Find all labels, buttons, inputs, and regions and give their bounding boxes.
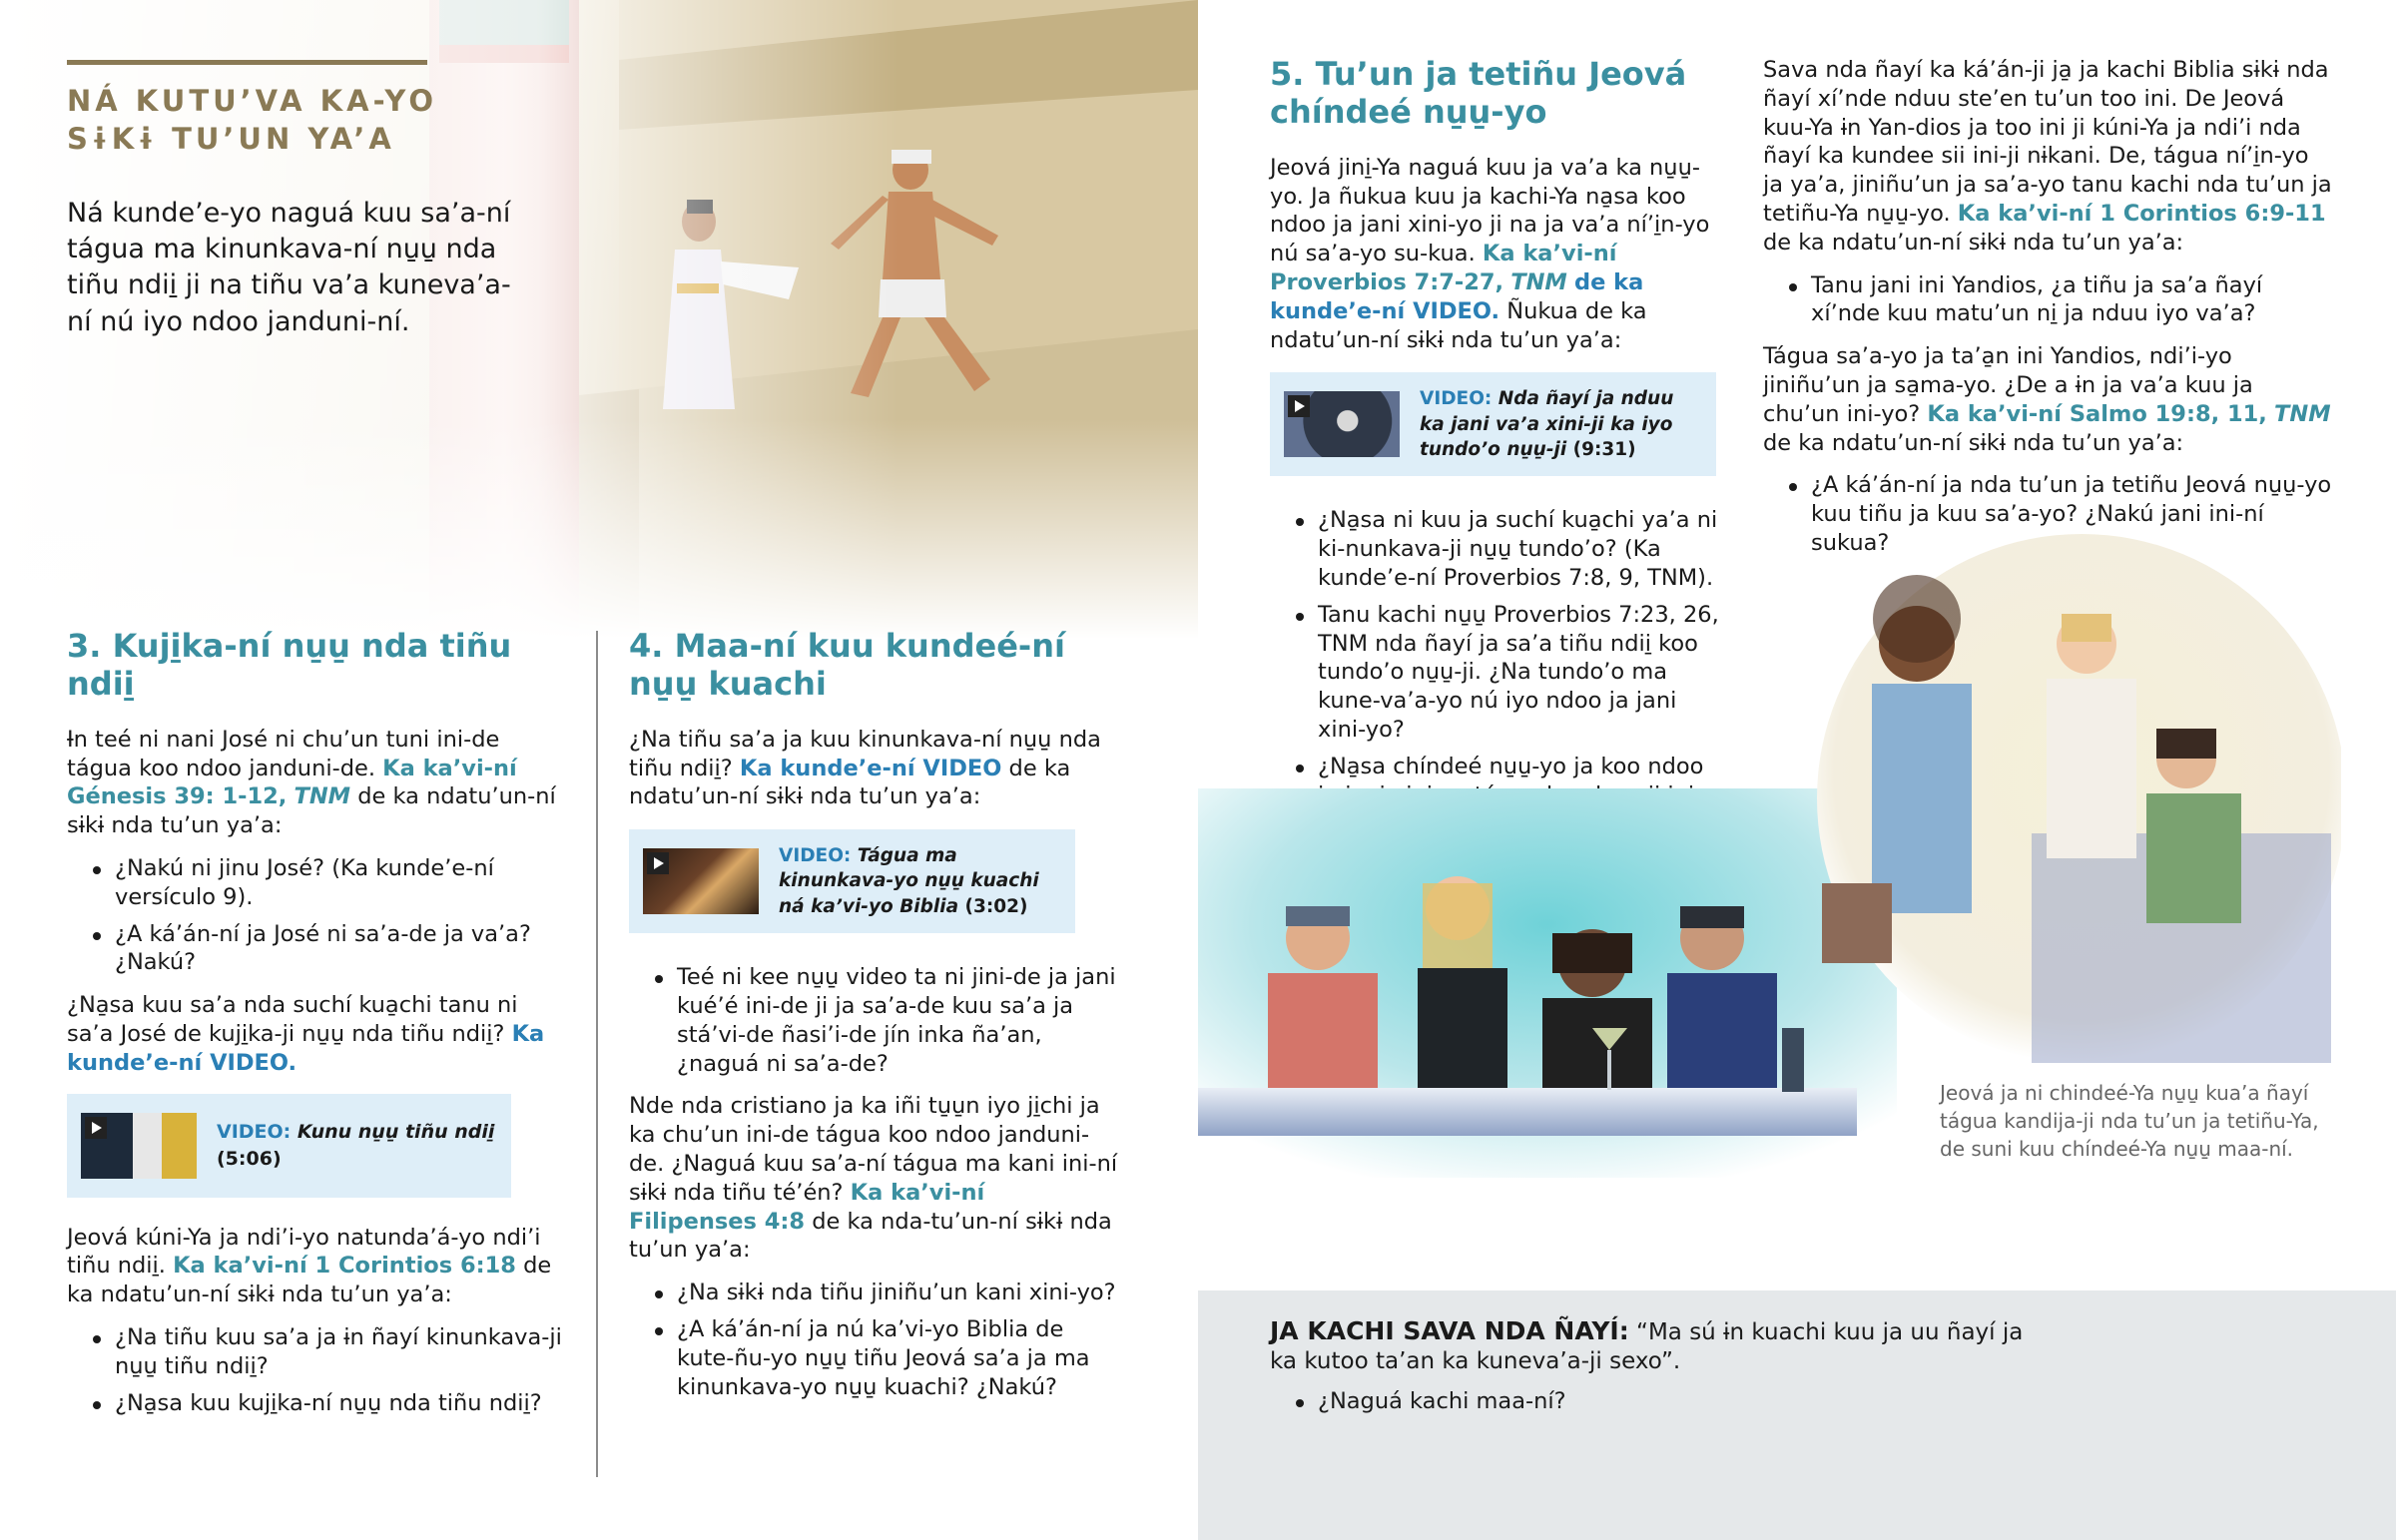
bullet-icon (655, 975, 663, 983)
question-item: ¿Nakú ni jinu José? (Ka kunde’e-ní versículo 9). (67, 854, 566, 912)
video-thumbnail[interactable] (1284, 391, 1400, 457)
section-4-heading: 4. Maa-ní kuu kundeé-ní nu̱u̱ kuachi (629, 627, 1065, 704)
video-link[interactable]: de ka kunde’e-ní VIDEO. (1270, 268, 1644, 324)
image-caption: Jeová ja ni chindeé-Ya nu̱u̱ kua’a ñayí tágua kandija-ji nda tu’un ja tetiñu-Ya, de suni kuu chíndeé-Ya nu̱u̱ maa-ní. (1940, 1081, 2319, 1161)
bullet-icon (1296, 765, 1304, 772)
play-icon[interactable] (1288, 395, 1310, 417)
question-item: ¿Na̱sa kuu kuji̱ka-ní nu̱u̱ nda tiñu ndii̱? (67, 1389, 566, 1418)
section-3-questions-2 (67, 1323, 566, 1417)
scripture-link-proverbs[interactable]: Ka ka’vi-ní Proverbios 7:7-27, (1270, 241, 1617, 295)
question-item: ¿A ká’án-ní ja nú ka’vi-yo Biblia de kute-ñu-yo nu̱u̱ tiñu Jeová sa’a ja ma kinunkava-yo nu̱u̱ kuachi? ¿Nakú? (629, 1315, 1118, 1401)
section-4-para-2: Nde nda cristiano ja ka iñi tu̱u̱n iyo ji̱chi ja ka chu’un ini-de tágua koo ndoo janduni-de. ¿Naguá kuu sa’a-ní tágua ma kani ini-ní sɨkɨ nda tiñu té’én? Ka ka’vi-ní Filipenses 4:8 de ka nda-tu’un-ní sɨkɨ nda tu’un ya’a: (629, 1093, 1118, 1264)
section-3-para-3: Jeová kúni-Ya ja ndi’i-yo natunda’á-yo ndi’i tiñu ndii̱. Ka ka’vi-ní 1 Corintios 6:18 de ka ndatu’un-ní sɨkɨ nda tu’un ya’a: (67, 1224, 552, 1308)
section-3-para-2: ¿Na̱sa kuu sa’a nda suchí kua̱chi tanu ni sa’a José de kuji̱ka-ji nu̱u̱ nda tiñu ndii̱? Ka kunde’e-ní VIDEO. (67, 992, 545, 1076)
tnm-label: TNM (2274, 400, 2331, 427)
intro-text: Ná kunde’e-yo naguá kuu sa’a-ní tágua ma kinunkava-ní nu̱u̱ nda tiñu ndii̱ ji na tiñu va’a kuneva’a-ní nú iyo ndoo janduni-ní. (67, 198, 511, 337)
right-para-2: Tágua sa’a-yo ja ta’a̱n ini Yandios, ndi’i-yo jiniñu’un ja sa̱ma-yo. ¿De a ɨn ja va’a kuu ja chu’un ini-yo? Ka ka’vi-ní Salmo 19:8, 11, TNM de ka ndatu’un-ní sɨkɨ nda tu’un ya’a: (1763, 343, 2331, 456)
footer-label: JA KACHI SAVA NDA ÑAYÍ: (1270, 1316, 1629, 1345)
video-title: Tágua ma kinunkava-yo nu̱u̱ kuachi ná ka’vi-yo Biblia (779, 844, 1039, 917)
question-item: ¿Na̱sa chíndeé nu̱u̱-yo ja koo ndoo (1270, 753, 1729, 838)
play-icon[interactable] (647, 852, 669, 874)
video-title: Nda ñayí ja nduu ka jani va’a xini-ji ka iyo tundo’o nu̱u̱-ji (1420, 388, 1674, 461)
header-rule (67, 60, 427, 65)
question-item: Teé ni kee nu̱u̱ video ta ni jini-de ja jani kué’é ini-de ji ja sa’a-de kuu sa’a ja stá’vi-de ñasi’i-de jín inka ña’an, ¿naguá ni sa’a-de? (629, 963, 1118, 1078)
video-thumbnail[interactable] (643, 848, 759, 914)
page-title-line1: NÁ KUTU’VA KA-YO (67, 84, 437, 118)
page-title (67, 82, 466, 159)
scripture-link-corinthians-6-9[interactable]: Ka ka’vi-ní 1 Corintios 6:9-11 (1957, 200, 2326, 227)
section-3-para-1: Ɨn teé ni nani José ni chu’un tuni ini-de tágua koo ndoo janduni-de. Ka ka’vi-ní Génesis 39: 1-12, TNM de ka ndatu’un-ní sɨkɨ nda tu’un ya’a: (67, 726, 556, 839)
video-duration: (9:31) (1572, 439, 1636, 461)
video-link[interactable]: Ka kunde’e-ní VIDEO (739, 755, 1002, 781)
video-card-nda-nayi[interactable] (1270, 372, 1716, 476)
congregation-art (1792, 534, 2341, 1073)
right-questions-1 (1763, 271, 2334, 329)
bullet-icon (93, 1401, 101, 1409)
tnm-label: TNM (294, 783, 351, 810)
question-item: ¿Na tiñu kuu sa’a ja ɨn ñayí kinunkava-ji nu̱u̱ tiñu ndii̱? (67, 1323, 566, 1381)
video-label: VIDEO: (1420, 388, 1493, 410)
bullet-icon (655, 1327, 663, 1335)
scripture-link-genesis[interactable]: Ka ka’vi-ní Génesis 39: 1-12, (67, 755, 517, 810)
video-caption (1420, 386, 1702, 463)
section-4-questions-2 (629, 1279, 1118, 1401)
video-card-tagua[interactable] (629, 829, 1075, 933)
video-thumbnail[interactable] (81, 1113, 197, 1179)
page-title-line2: SɨKɨ TU’UN YA’A (67, 122, 395, 157)
video-duration: (3:02) (964, 895, 1028, 917)
section-3 (67, 627, 566, 1431)
bullet-icon (93, 932, 101, 940)
illustration-congregation (1792, 534, 2341, 1073)
video-label: VIDEO: (217, 1121, 292, 1144)
section-5-heading: 5. Tu’un ja tetiñu Jeová chíndeé nu̱u̱-yo (1270, 55, 1687, 132)
footer-content (1270, 1315, 2029, 1430)
video-caption (217, 1119, 494, 1171)
play-icon[interactable] (85, 1117, 107, 1139)
question-item: ¿A ká’án-ní ja José ni sa’a-de ja va’a? ¿Nakú? (67, 920, 566, 978)
scripture-link-psalm[interactable]: Ka ka’vi-ní Salmo 19:8, 11, (1927, 400, 2267, 427)
bullet-icon (1296, 518, 1304, 526)
video-title: Kunu nu̱u̱ tiñu ndii̱ (297, 1121, 495, 1144)
scripture-link-corinthians[interactable]: Ka ka’vi-ní 1 Corintios 6:18 (173, 1253, 516, 1280)
right-para-1: Sava nda ñayí ka ká’án-ji ja̱ ja kachi Biblia sɨkɨ nda ñayí xí’nde nduu ste’en tu’un too ini. De Jeová kuu-Ya ɨn Yan-dios ja too ini ji kúni-Ya ja ndi’i nda ñayí ka kundee sii ini-ji nɨkani. De, tágua ní’i̱n-yo ja ya’a, jiniñu’un ja sa’a-yo tanu kachi nda tu’un ja tetiñu-Ya nu̱u̱-yo. Ka ka’vi-ní 1 Corintios 6:9-11 de ka ndatu’un-ní sɨkɨ nda tu’un ya’a: (1763, 57, 2332, 256)
section-5 (1270, 55, 1729, 852)
question-item: ¿A ká’án-ní ja nda tu’un ja tetiñu Jeová nu̱u̱-yo kuu tiñu ja kuu sa’a-yo? ¿Nakú jani ini-ní sukua? (1763, 471, 2334, 557)
section-3-heading: 3. Kuji̱ka-ní nu̱u̱ nda tiñu ndii̱ (67, 627, 512, 704)
video-label: VIDEO: (779, 844, 852, 866)
footer-questions (1270, 1387, 2029, 1416)
section-4 (629, 627, 1118, 1415)
question-item: ¿Naguá kachi maa-ní? (1270, 1387, 2029, 1416)
tnm-label: TNM (1510, 268, 1567, 295)
scripture-link-philippians[interactable]: Ka ka’vi-ní Filipenses 4:8 (629, 1179, 985, 1235)
question-item: Tanu jani ini Yandios, ¿a tiñu ja sa’a ñayí xí’nde kuu matu’un ni̱ ja nduu iyo va’a? (1763, 271, 2334, 329)
bullet-icon (655, 1290, 663, 1298)
footer-quote: JA KACHI SAVA NDA ÑAYÍ: “Ma sú ɨn kuachi kuu ja uu ñayí ja ka kutoo ta’an ka kuneva’a-ji sexo”. (1270, 1316, 2024, 1375)
section-3-questions-1 (67, 854, 566, 977)
bullet-icon (1296, 613, 1304, 621)
right-column (1763, 56, 2334, 572)
section-5-para-1: Jeová jini̱-Ya naguá kuu ja va’a ka nu̱u̱-yo. Ja ñukua kuu ja kachi-Ya na̱sa koo ndoo ja jani xini-yo ji na ja va’a ní’i̱n-yo nú sa’a-yo su-kua. Ka ka’vi-ní Proverbios 7:7-27, TNM de ka kunde’e-ní VIDEO. Ñukua de ka ndatu’un-ní sɨkɨ nda tu’un ya’a: (1270, 154, 1710, 353)
video-link[interactable]: Ka kunde’e-ní VIDEO. (67, 1020, 545, 1076)
video-card-kunu[interactable] (67, 1094, 511, 1198)
bullet-icon (93, 866, 101, 874)
bullet-icon (1789, 283, 1797, 291)
bullet-icon (1296, 1399, 1304, 1407)
bullet-icon (1789, 483, 1797, 491)
section-4-questions-1 (629, 963, 1118, 1078)
question-item: ¿Na̱sa ni kuu ja suchí kua̱chi ya’a ni ki-nunkava-ji nu̱u̱ tundo’o? (Ka kunde’e-ní Proverbios 7:8, 9, TNM). (1270, 506, 1729, 592)
video-caption (779, 843, 1061, 920)
question-item: Tanu kachi nu̱u̱ Proverbios 7:23, 26, TNM nda ñayí ja sa’a tiñu ndii̱ koo tundo’o nu̱u̱-ji. ¿Na tundo’o ma kune-va’a-yo nú iyo ndoo ja jani xini-yo? (1270, 601, 1729, 745)
section-4-para-1: ¿Na tiñu sa’a ja kuu kinunkava-ní nu̱u̱ nda tiñu ndii̱? Ka kunde’e-ní VIDEO de ka ndatu’un-ní sɨkɨ nda tu’un ya’a: (629, 726, 1101, 810)
video-duration: (5:06) (217, 1147, 282, 1170)
bullet-icon (93, 1335, 101, 1343)
column-divider (596, 631, 598, 1477)
question-item: ¿Na sɨkɨ nda tiñu jiniñu’un kani xini-yo? (629, 1279, 1118, 1307)
